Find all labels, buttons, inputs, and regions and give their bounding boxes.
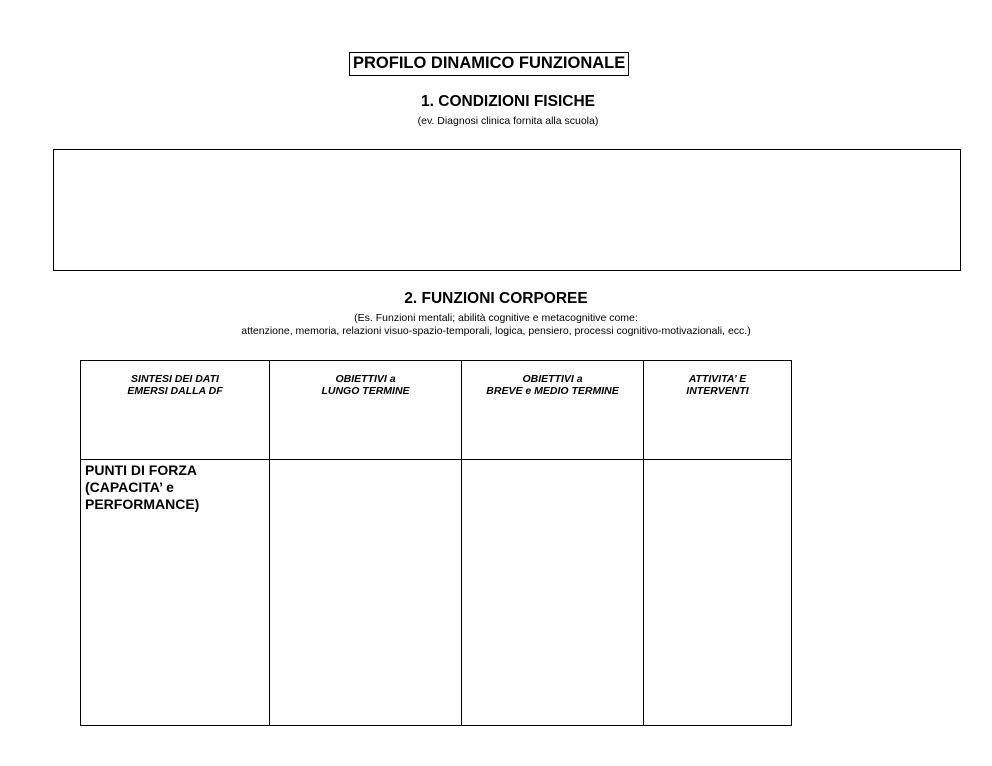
- section2-subtitle-line1: (Es. Funzioni mentali; abilità cognitive e metacognitive come:: [354, 312, 638, 324]
- section2-heading: 2. FUNZIONI CORPOREE: [404, 290, 588, 307]
- header-line: ATTIVITA’ E: [688, 373, 747, 385]
- row-label-line: (CAPACITA’ e: [85, 479, 174, 495]
- header-line: BREVE e MEDIO TERMINE: [486, 385, 619, 397]
- table-header-row: [81, 361, 792, 460]
- document-title: PROFILO DINAMICO FUNZIONALE: [349, 52, 629, 76]
- header-obiettivi-lungo: [270, 361, 462, 460]
- cell-obiettivi-breve[interactable]: [462, 460, 644, 726]
- header-line: INTERVENTI: [686, 385, 749, 397]
- row-label-line: PERFORMANCE): [85, 496, 200, 512]
- header-line: OBIETTIVI a: [522, 373, 583, 385]
- cell-punti-di-forza[interactable]: [81, 460, 270, 726]
- header-line: OBIETTIVI a: [335, 373, 396, 385]
- cell-attivita[interactable]: [644, 460, 792, 726]
- section2-subtitle-line2: attenzione, memoria, relazioni visuo-spazio-temporali, logica, pensiero, processi cognitivo-motivazionali, ecc.): [241, 325, 751, 337]
- row-label-line: PUNTI DI FORZA: [85, 462, 197, 478]
- table-row: [81, 460, 792, 726]
- header-line: LUNGO TERMINE: [321, 385, 410, 397]
- clinical-diagnosis-box[interactable]: [53, 149, 961, 271]
- cell-obiettivi-lungo[interactable]: [270, 460, 462, 726]
- row-label: [81, 460, 269, 513]
- header-obiettivi-breve: [462, 361, 644, 460]
- section1-heading: 1. CONDIZIONI FISICHE: [421, 93, 595, 110]
- header-attivita: [644, 361, 792, 460]
- header-line: EMERSI DALLA DF: [127, 385, 223, 397]
- body-functions-table: [80, 360, 792, 726]
- header-line: SINTESI DEI DATI: [131, 373, 219, 385]
- header-sintesi-dati: [81, 361, 270, 460]
- section1-subtitle: (ev. Diagnosi clinica fornita alla scuola): [417, 115, 599, 127]
